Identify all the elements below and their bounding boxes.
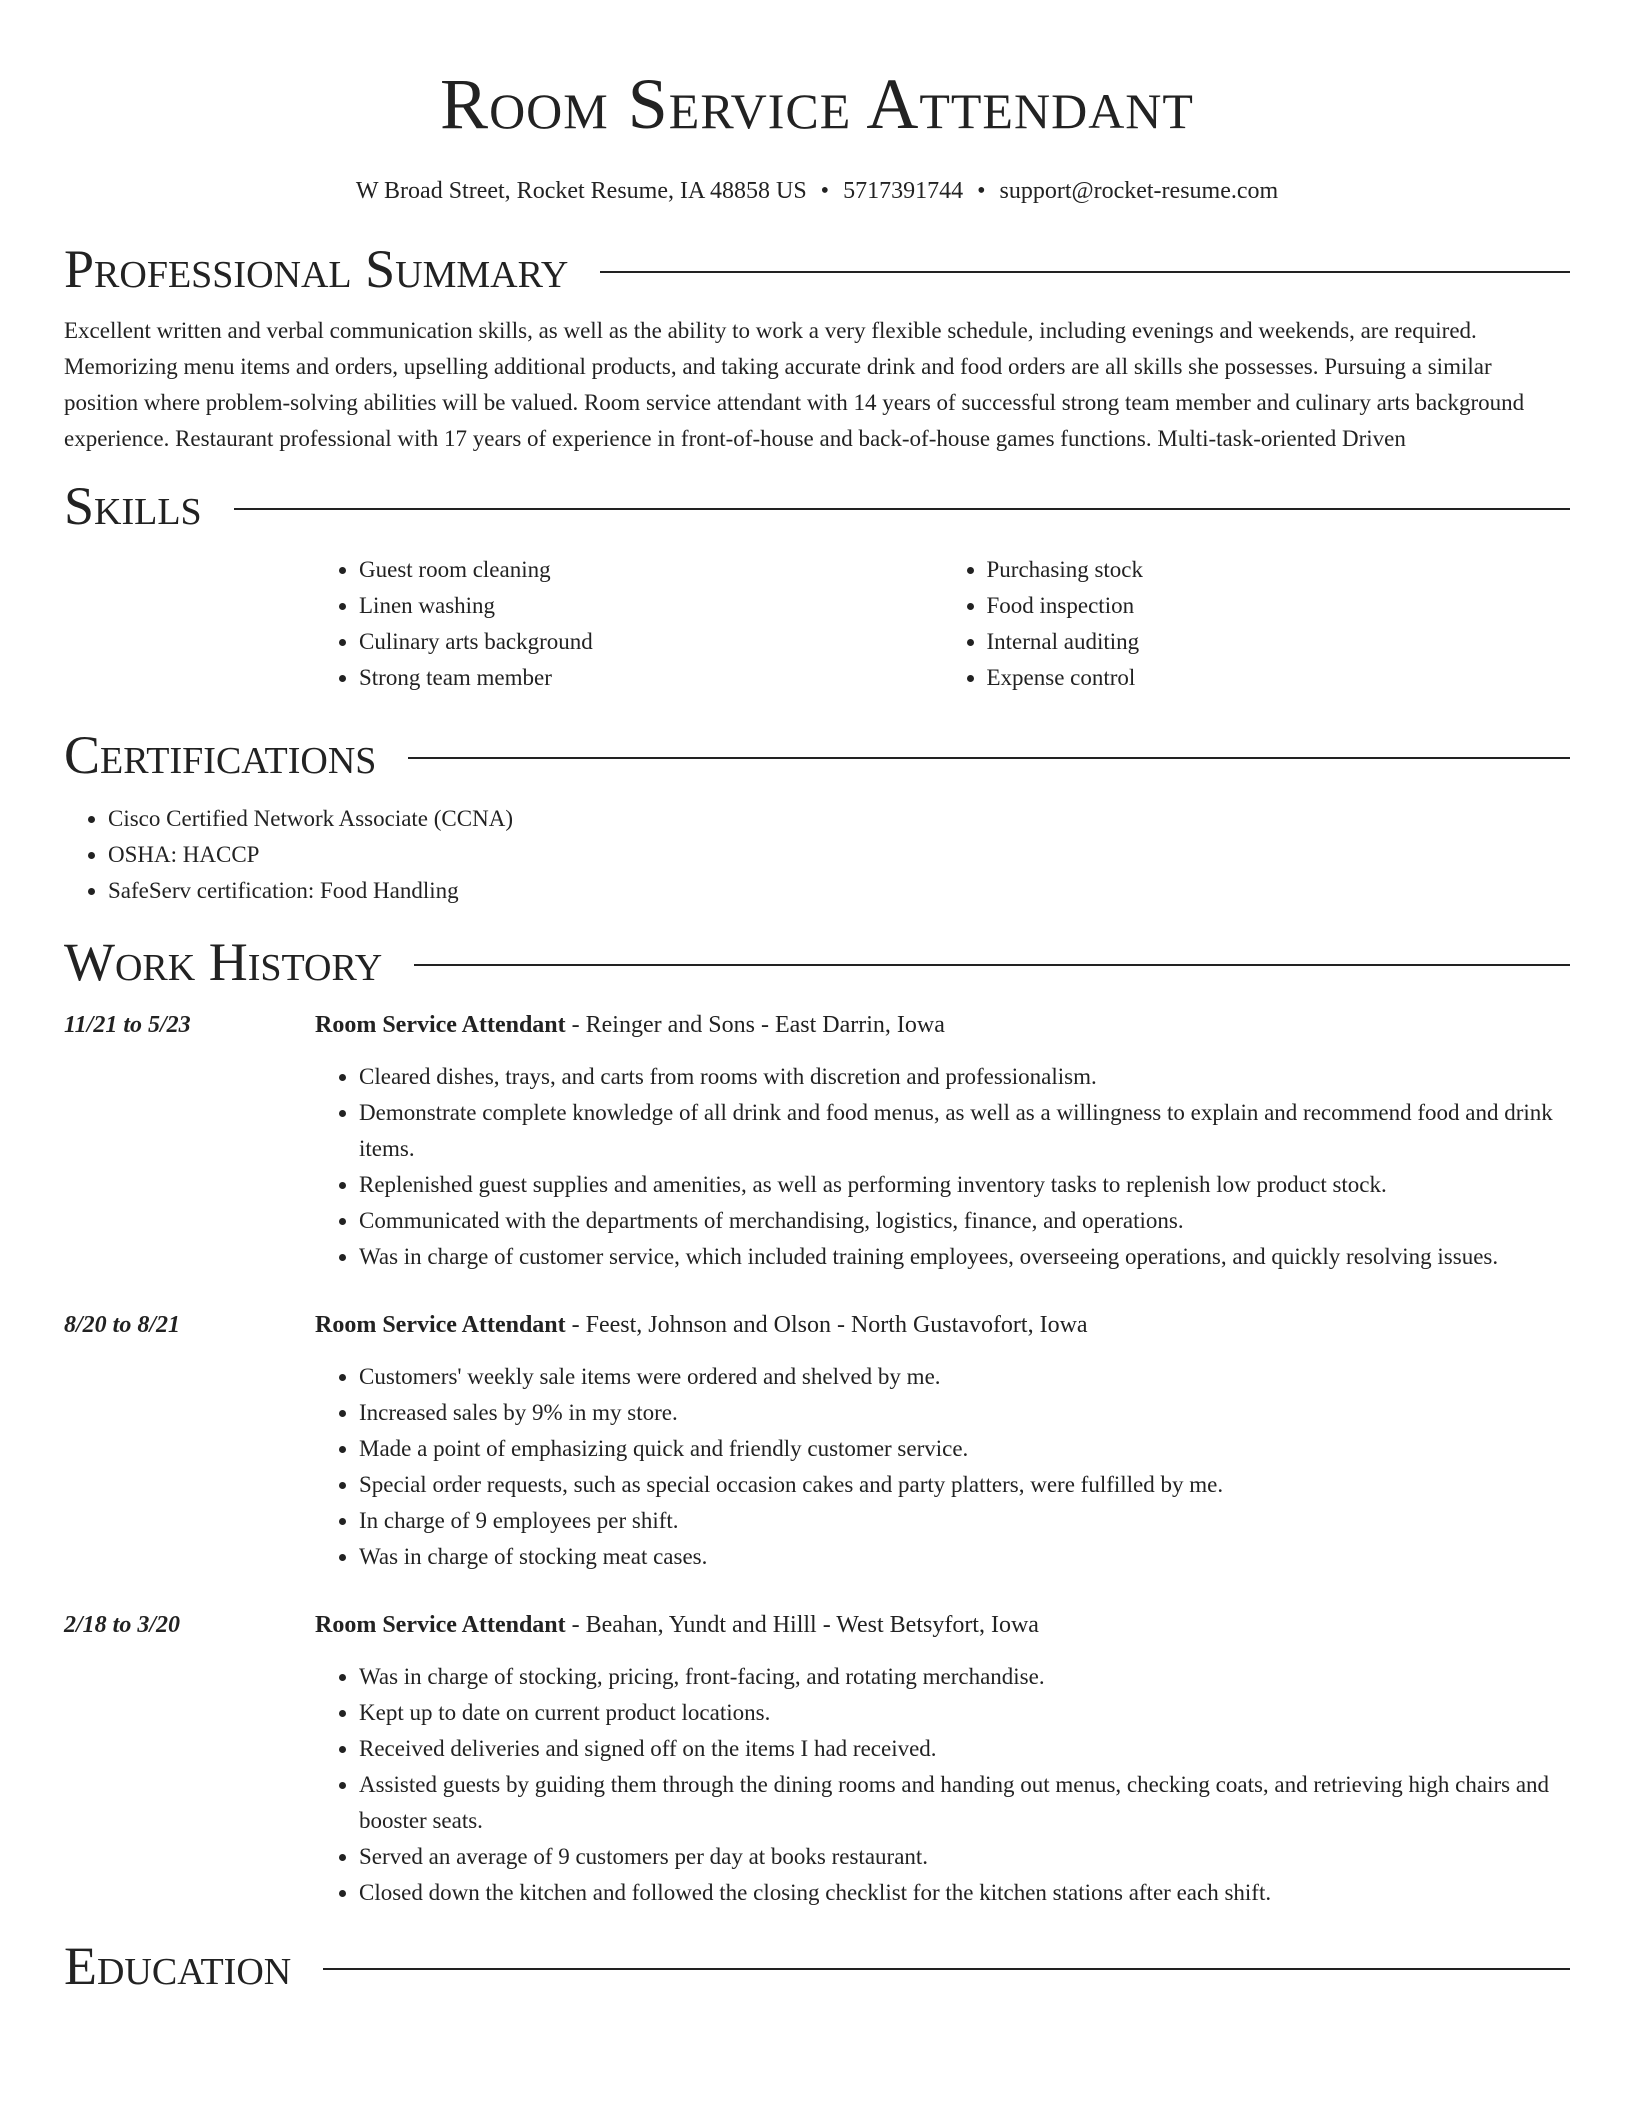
list-item: • Customers' weekly sale items were ordered and shelved by me.	[359, 1359, 1570, 1395]
list-item: • Was in charge of customer service, which included training employees, overseeing operations, and quickly resolving issues.	[359, 1239, 1570, 1275]
job-entry	[64, 1307, 1570, 1575]
list-item: • Food inspection	[987, 588, 1571, 624]
section-rule	[408, 757, 1570, 759]
job-entry	[64, 1607, 1570, 1911]
section-rule	[600, 271, 1570, 273]
certifications-list	[64, 801, 1570, 909]
contact-separator: •	[820, 178, 830, 204]
resume-name: Room Service Attendant	[440, 64, 1194, 144]
contact-address: W Broad Street, Rocket Resume, IA 48858 US	[355, 178, 807, 204]
job-title: Room Service Attendant	[315, 1312, 566, 1338]
list-item: • Guest room cleaning	[359, 552, 943, 588]
job-dates: 8/20 to 8/21	[64, 1312, 181, 1338]
list-item: • Served an average of 9 customers per day at books restaurant.	[359, 1839, 1570, 1875]
section-rule	[414, 964, 1570, 966]
job-bullets	[315, 1359, 1570, 1575]
list-item: • Special order requests, such as special occasion cakes and party platters, were fulfilled by me.	[359, 1467, 1570, 1503]
skills-list-left	[315, 552, 943, 696]
list-item: • Expense control	[987, 660, 1571, 696]
job-dates: 2/18 to 3/20	[64, 1612, 181, 1638]
list-item: • Closed down the kitchen and followed the closing checklist for the kitchen stations after each shift.	[359, 1875, 1570, 1911]
job-title-line	[315, 1007, 1570, 1043]
list-item: • Strong team member	[359, 660, 943, 696]
list-item: • Demonstrate complete knowledge of all drink and food menus, as well as a willingness to explain and recommend food and drink items.	[359, 1095, 1570, 1167]
list-item: • Made a point of emphasizing quick and friendly customer service.	[359, 1431, 1570, 1467]
job-title: Room Service Attendant	[315, 1012, 566, 1038]
list-item: • Was in charge of stocking, pricing, front-facing, and rotating merchandise.	[359, 1659, 1570, 1695]
contact-email: support@rocket-resume.com	[999, 178, 1279, 204]
section-rule	[323, 1968, 1570, 1970]
section-title-skills: Skills	[64, 476, 202, 536]
job-bullets	[315, 1659, 1570, 1911]
job-body	[315, 1607, 1570, 1911]
list-item: • Purchasing stock	[987, 552, 1571, 588]
list-item: • In charge of 9 employees per shift.	[359, 1503, 1570, 1539]
list-item: • Was in charge of stocking meat cases.	[359, 1539, 1570, 1575]
section-header-work	[64, 929, 1570, 995]
contact-phone: 5717391744	[843, 178, 964, 204]
list-item: • OSHA: HACCP	[108, 837, 1570, 873]
contact-line	[64, 176, 1570, 206]
section-rule	[234, 508, 1570, 510]
list-item: • Cleared dishes, trays, and carts from rooms with discretion and professionalism.	[359, 1059, 1570, 1095]
list-item: • SafeServ certification: Food Handling	[108, 873, 1570, 909]
job-title: Room Service Attendant	[315, 1612, 566, 1638]
list-item: • Cisco Certified Network Associate (CCNA)	[108, 801, 1570, 837]
list-item: • Communicated with the departments of merchandising, logistics, finance, and operations.	[359, 1203, 1570, 1239]
skills-columns	[315, 552, 1570, 696]
list-item: • Increased sales by 9% in my store.	[359, 1395, 1570, 1431]
summary-text: Excellent written and verbal communication skills, as well as the ability to work a very flexible schedule, including evenings and weekends, are required. Memorizing menu items and orders, upselling additional products, and taking accurate drink and food orders are all skills she possesses. Pursuing a similar position where problem-solving abilities will be valued. Room service attendant with 14 years of successful strong team member and culinary arts background experience. Restaurant professional with 17 years of experience in front-of-house and back-of-house games functions. Multi-task-oriented Driven	[64, 318, 1525, 451]
list-item: • Replenished guest supplies and amenities, as well as performing inventory tasks to replenish low product stock.	[359, 1167, 1570, 1203]
section-title-work: Work History	[64, 932, 383, 992]
job-employer: - Beahan, Yundt and Hilll - West Betsyfort, Iowa	[565, 1612, 1039, 1638]
section-header-certifications	[64, 722, 1570, 788]
section-header-education	[64, 1933, 1570, 1999]
job-body	[315, 1007, 1570, 1275]
job-dates: 11/21 to 5/23	[64, 1012, 191, 1038]
section-header-skills	[64, 473, 1570, 539]
job-title-line	[315, 1607, 1570, 1643]
job-body	[315, 1307, 1570, 1575]
section-title-summary: Professional Summary	[64, 239, 569, 299]
job-employer: - Reinger and Sons - East Darrin, Iowa	[565, 1012, 945, 1038]
skills-list-right	[943, 552, 1571, 696]
section-title-certifications: Certifications	[64, 725, 377, 785]
list-item: • Culinary arts background	[359, 624, 943, 660]
list-item: • Linen washing	[359, 588, 943, 624]
job-title-line	[315, 1307, 1570, 1343]
section-header-summary	[64, 236, 1570, 302]
list-item: • Received deliveries and signed off on the items I had received.	[359, 1731, 1570, 1767]
resume-page	[64, 0, 1570, 1999]
list-item: • Assisted guests by guiding them through the dining rooms and handing out menus, checking coats, and retrieving high chairs and booster seats.	[359, 1767, 1570, 1839]
contact-separator: •	[977, 178, 986, 204]
list-item: • Kept up to date on current product locations.	[359, 1695, 1570, 1731]
job-employer: - Feest, Johnson and Olson - North Gustavofort, Iowa	[565, 1312, 1088, 1338]
job-entry	[64, 1007, 1570, 1275]
list-item: • Internal auditing	[987, 624, 1571, 660]
section-title-education: Education	[64, 1936, 292, 1996]
job-bullets	[315, 1059, 1570, 1275]
